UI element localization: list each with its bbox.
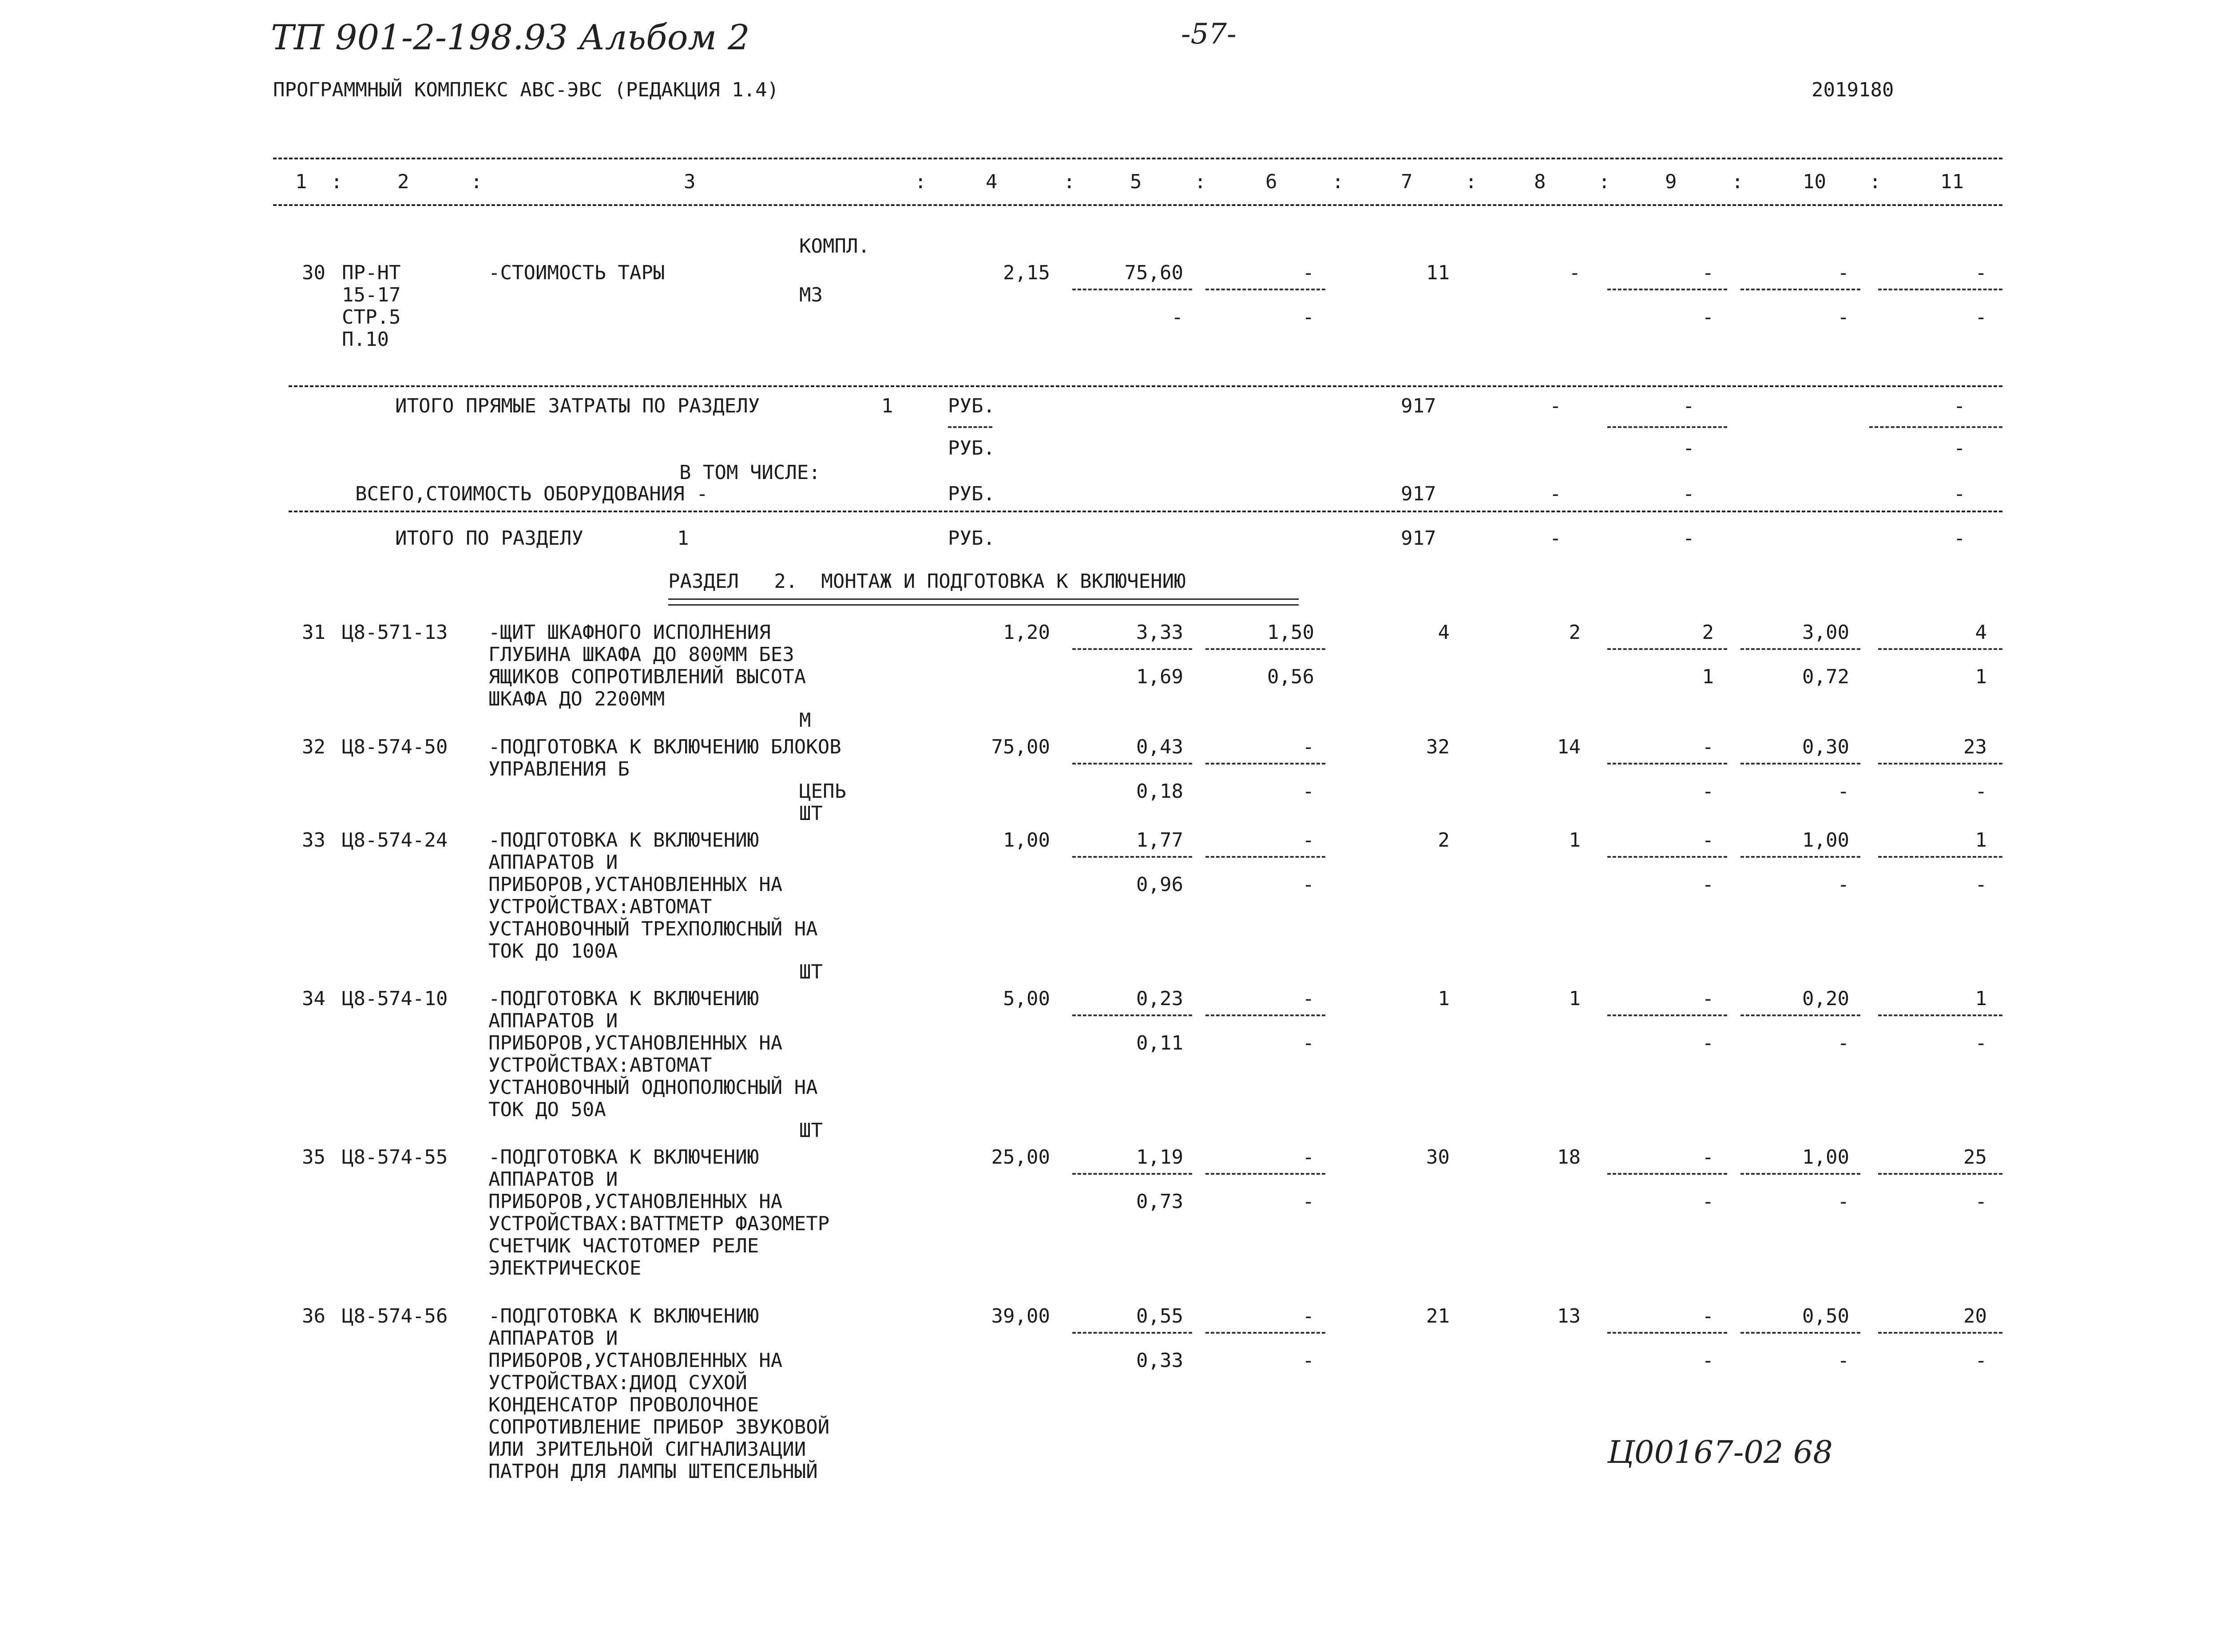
row-number: 32	[302, 736, 325, 758]
norm-code: ПР-НТ	[342, 261, 401, 284]
cell-underline	[1072, 289, 1192, 290]
cell-underline	[1607, 1014, 1727, 1016]
cell-underline	[1072, 763, 1192, 765]
unit-wage-part: -	[1302, 306, 1314, 329]
column-number: 4	[986, 170, 998, 193]
quantity: 2,15	[1003, 261, 1050, 284]
row-number: 33	[302, 829, 325, 852]
col11-sub: -	[1975, 306, 1987, 329]
cell-underline	[1878, 1014, 2002, 1016]
cell-underline	[1205, 1173, 1325, 1175]
cell-underline	[1740, 763, 1860, 765]
unit-wage-part: -	[1302, 1190, 1314, 1213]
col9-value: -	[1702, 1146, 1714, 1169]
work-description: АППАРАТОВ И	[488, 1010, 618, 1032]
col9-sub: -	[1702, 873, 1714, 896]
column-separator: :	[1194, 170, 1206, 193]
col10-sub: 0,72	[1802, 666, 1849, 688]
work-description: ПРИБОРОВ,УСТАНОВЛЕННЫХ НА	[488, 873, 783, 896]
total-cost: 11	[1426, 261, 1450, 284]
work-description: -ПОДГОТОВКА К ВКЛЮЧЕНИЮ	[488, 1305, 759, 1327]
equipment-col9: -	[1683, 483, 1695, 505]
column-number: 2	[397, 170, 409, 193]
col10-sub: -	[1837, 1032, 1849, 1054]
norm-code: Ц8-574-10	[342, 987, 448, 1010]
quantity: 1,20	[1003, 621, 1050, 644]
unit-wage-part: -	[1302, 780, 1314, 803]
unit-label: ЦЕПЬ	[799, 780, 846, 803]
signature: Ц00167-02 68	[1607, 1434, 1833, 1470]
norm-code: Ц8-574-50	[342, 736, 448, 758]
col10-sub: -	[1837, 306, 1849, 329]
cell-underline	[1740, 289, 1860, 290]
col9-sub: -	[1702, 1032, 1714, 1054]
cell-underline	[1878, 1332, 2002, 1334]
header-rule-bottom	[273, 204, 2002, 206]
total-cost: 1	[1438, 987, 1450, 1010]
norm-code: Ц8-574-24	[342, 829, 448, 852]
work-description: ПРИБОРОВ,УСТАНОВЛЕННЫХ НА	[488, 1032, 783, 1054]
col10-value: 0,50	[1802, 1305, 1849, 1327]
direct-costs-col11: -	[1954, 395, 1966, 417]
col9-sub: -	[1702, 780, 1714, 803]
cell-underline	[1072, 1173, 1192, 1175]
col9-value: -	[1702, 987, 1714, 1010]
unit-wage: -	[1302, 736, 1314, 758]
total-wage: -	[1569, 261, 1581, 284]
unit-cost-wage-part: 0,96	[1136, 873, 1183, 896]
direct-costs-section-no: 1	[881, 395, 893, 417]
underline	[948, 426, 992, 428]
cell-underline	[1205, 648, 1325, 650]
work-description: АППАРАТОВ И	[488, 851, 618, 874]
col11-sub: -	[1975, 1349, 1987, 1372]
col11-sub: -	[1975, 780, 1987, 803]
quantity: 25,00	[991, 1146, 1050, 1169]
section-total-col7: 917	[1401, 527, 1436, 550]
col9-sub: -	[1702, 1349, 1714, 1372]
work-description: ПРИБОРОВ,УСТАНОВЛЕННЫХ НА	[488, 1349, 783, 1372]
work-description: ИЛИ ЗРИТЕЛЬНОЙ СИГНАЛИЗАЦИИ	[488, 1438, 806, 1461]
unit-wage-part: -	[1302, 873, 1314, 896]
column-number: 3	[684, 170, 696, 193]
norm-code: 15-17	[342, 284, 401, 306]
column-number: 7	[1401, 170, 1413, 193]
total-wage: 2	[1569, 621, 1581, 644]
unit-wage: -	[1302, 1146, 1314, 1169]
unit-cost: 1,19	[1136, 1146, 1183, 1169]
cell-underline	[1607, 289, 1727, 290]
header-rule-top	[273, 158, 2002, 159]
col10-sub: -	[1837, 1349, 1849, 1372]
work-description: -ПОДГОТОВКА К ВКЛЮЧЕНИЮ	[488, 987, 759, 1010]
col10-value: 0,20	[1802, 987, 1849, 1010]
unit-cost: 0,23	[1136, 987, 1183, 1010]
unit-wage-part: -	[1302, 1349, 1314, 1372]
direct-costs-label: ИТОГО ПРЯМЫЕ ЗАТРАТЫ ПО РАЗДЕЛУ	[395, 395, 760, 417]
work-description: АППАРАТОВ И	[488, 1168, 618, 1191]
cell-underline	[1205, 1014, 1325, 1016]
col10-value: 0,30	[1802, 736, 1849, 758]
unit-cost: 1,77	[1136, 829, 1183, 852]
col11-value: 1	[1975, 829, 1987, 852]
quantity: 39,00	[991, 1305, 1050, 1327]
col11-value: 20	[1963, 1305, 1987, 1327]
cell-underline	[1607, 763, 1727, 765]
total-cost: 2	[1438, 829, 1450, 852]
unit-cost: 0,55	[1136, 1305, 1183, 1327]
equipment-col8: -	[1550, 483, 1562, 505]
total-wage: 1	[1569, 987, 1581, 1010]
row-number: 31	[302, 621, 325, 644]
unit-cost-wage-part: 0,11	[1136, 1032, 1183, 1054]
col9-value: -	[1702, 829, 1714, 852]
work-description: -СТОИМОСТЬ ТАРЫ	[488, 261, 665, 284]
column-number: 1	[295, 170, 307, 193]
unit-wage: 1,50	[1267, 621, 1314, 644]
work-description: СЧЕТЧИК ЧАСТОТОМЕР РЕЛЕ	[488, 1235, 759, 1257]
cell-underline	[1740, 1014, 1860, 1016]
totals-rule-mid	[289, 511, 2002, 512]
total-cost: 4	[1438, 621, 1450, 644]
work-description: УСТРОЙСТВАХ:ВАТТМЕТР ФАЗОМЕТР	[488, 1212, 830, 1235]
work-description: ТОК ДО 100А	[488, 940, 618, 963]
work-description: ТОК ДО 50А	[488, 1098, 606, 1121]
unit-wage-part: 0,56	[1267, 666, 1314, 688]
norm-code: СТР.5	[342, 306, 401, 329]
rub-label-2: РУБ.	[948, 437, 995, 460]
work-description: КОНДЕНСАТОР ПРОВОЛОЧНОЕ	[488, 1394, 759, 1416]
col11-value: 4	[1975, 621, 1987, 644]
section-total-no: 1	[677, 527, 689, 550]
col10-value: 1,00	[1802, 829, 1849, 852]
col11-sub: -	[1975, 1032, 1987, 1054]
unit-cost: 0,43	[1136, 736, 1183, 758]
total-wage: 13	[1557, 1305, 1581, 1327]
column-number: 11	[1940, 170, 1964, 193]
cell-underline	[1878, 289, 2002, 290]
underline	[1607, 426, 1727, 428]
norm-code: П.10	[342, 328, 389, 351]
unit-cost: 3,33	[1136, 621, 1183, 644]
unit-label: М	[799, 709, 811, 732]
direct-costs-unit: РУБ.	[948, 395, 995, 417]
work-description: -ЩИТ ШКАФНОГО ИСПОЛНЕНИЯ	[488, 621, 771, 644]
column-number: 5	[1130, 170, 1142, 193]
total-wage: 18	[1557, 1146, 1581, 1169]
row-number: 35	[302, 1146, 325, 1169]
quantity: 5,00	[1003, 987, 1050, 1010]
cell-underline	[1740, 1332, 1860, 1334]
work-description: -ПОДГОТОВКА К ВКЛЮЧЕНИЮ	[488, 1146, 759, 1169]
unit-wage: -	[1302, 1305, 1314, 1327]
col11-value: 23	[1963, 736, 1987, 758]
document-code: 2019180	[1812, 79, 1894, 101]
quantity: 1,00	[1003, 829, 1050, 852]
work-description: -ПОДГОТОВКА К ВКЛЮЧЕНИЮ БЛОКОВ	[488, 736, 841, 758]
unit-label: ШТ	[799, 961, 823, 983]
totals-rule-top	[289, 385, 2002, 387]
col10-value: -	[1837, 261, 1849, 284]
work-description: ПРИБОРОВ,УСТАНОВЛЕННЫХ НА	[488, 1190, 783, 1213]
cell-underline	[1205, 1332, 1325, 1334]
unit-label: КОМПЛ.	[799, 235, 870, 258]
cell-underline	[1205, 289, 1325, 290]
column-separator: :	[1063, 170, 1075, 193]
equipment-col7: 917	[1401, 483, 1436, 505]
unit-cost-wage-part: 1,69	[1136, 666, 1183, 688]
total-wage: 14	[1557, 736, 1581, 758]
cell-underline	[1740, 1173, 1860, 1175]
column-separator: :	[915, 170, 927, 193]
row-number: 34	[302, 987, 325, 1010]
cell-underline	[1205, 856, 1325, 858]
work-description: ЯЩИКОВ СОПРОТИВЛЕНИЙ ВЫСОТА	[488, 666, 806, 688]
col10-sub: -	[1837, 780, 1849, 803]
column-number: 6	[1265, 170, 1277, 193]
column-separator: :	[1465, 170, 1477, 193]
col10-value: 3,00	[1802, 621, 1849, 644]
col9-value: 2	[1702, 621, 1714, 644]
direct-costs-col9: -	[1683, 395, 1695, 417]
work-description: ЭЛЕКТРИЧЕСКОЕ	[488, 1257, 642, 1280]
col9-value: -	[1702, 1305, 1714, 1327]
col11-value: 25	[1963, 1146, 1987, 1169]
total-cost: 32	[1426, 736, 1450, 758]
section-total-col9: -	[1683, 527, 1695, 550]
col11-sub: -	[1975, 873, 1987, 896]
total-cost: 21	[1426, 1305, 1450, 1327]
cell-underline	[1878, 1173, 2002, 1175]
unit-label: ШТ	[799, 802, 823, 825]
column-number: 10	[1803, 170, 1826, 193]
rub2-col9: -	[1683, 437, 1695, 460]
row-number: 36	[302, 1305, 325, 1327]
program-title: ПРОГРАММНЫЙ КОМПЛЕКС АВС-ЭВС (РЕДАКЦИЯ 1.4)	[273, 79, 779, 101]
col9-sub: -	[1702, 306, 1714, 329]
norm-code: Ц8-571-13	[342, 621, 448, 644]
col11-sub: -	[1975, 1190, 1987, 1213]
work-description: УПРАВЛЕНИЯ Б	[488, 758, 630, 780]
unit-wage: -	[1302, 987, 1314, 1010]
col9-sub: 1	[1702, 666, 1714, 688]
underline	[1869, 426, 2002, 428]
col9-value: -	[1702, 261, 1714, 284]
work-description: УСТРОЙСТВАХ:АВТОМАТ	[488, 895, 712, 918]
unit-cost-wage-part: 0,33	[1136, 1349, 1183, 1372]
cell-underline	[1072, 1332, 1192, 1334]
work-description: ГЛУБИНА ШКАФА ДО 800ММ БЕЗ	[488, 643, 794, 666]
unit-wage: -	[1302, 261, 1314, 284]
cell-underline	[1740, 648, 1860, 650]
norm-code: Ц8-574-55	[342, 1146, 448, 1169]
column-separator: :	[331, 170, 343, 193]
unit-wage: -	[1302, 829, 1314, 852]
col11-sub: 1	[1975, 666, 1987, 688]
column-separator: :	[1869, 170, 1881, 193]
album-stamp: ТП 901-2-198.93 Альбом 2	[271, 18, 750, 58]
norm-code: Ц8-574-56	[342, 1305, 448, 1327]
unit-wage-part: -	[1302, 1032, 1314, 1054]
col11-value: 1	[1975, 987, 1987, 1010]
row-number: 30	[302, 261, 325, 284]
unit-label: ШТ	[799, 1119, 823, 1142]
page-number: -57-	[1181, 18, 1237, 51]
work-description: УСТРОЙСТВАХ:АВТОМАТ	[488, 1054, 712, 1077]
col9-sub: -	[1702, 1190, 1714, 1213]
column-number: 8	[1534, 170, 1546, 193]
cell-underline	[1205, 763, 1325, 765]
column-separator: :	[471, 170, 483, 193]
direct-costs-col7: 917	[1401, 395, 1436, 417]
column-separator: :	[1732, 170, 1744, 193]
col9-value: -	[1702, 736, 1714, 758]
total-wage: 1	[1569, 829, 1581, 852]
col10-sub: -	[1837, 1190, 1849, 1213]
section-total-col11: -	[1954, 527, 1966, 550]
section-2-underline	[668, 598, 1299, 606]
unit-cost-wage-part: 0,73	[1136, 1190, 1183, 1213]
col10-sub: -	[1837, 873, 1849, 896]
including-label: В ТОМ ЧИСЛЕ:	[679, 461, 821, 484]
work-description: ПАТРОН ДЛЯ ЛАМПЫ ШТЕПСЕЛЬНЫЙ	[488, 1460, 818, 1483]
work-description: УСТАНОВОЧНЫЙ ТРЕХПОЛЮСНЫЙ НА	[488, 918, 818, 940]
direct-costs-col8: -	[1550, 395, 1562, 417]
total-cost: 30	[1426, 1146, 1450, 1169]
quantity: 75,00	[991, 736, 1050, 758]
unit-cost-wage-part: 0,18	[1136, 780, 1183, 803]
col11-value: -	[1975, 261, 1987, 284]
section-2-title: РАЗДЕЛ 2. МОНТАЖ И ПОДГОТОВКА К ВКЛЮЧЕНИЮ	[668, 570, 1186, 593]
cell-underline	[1607, 1173, 1727, 1175]
section-total-label: ИТОГО ПО РАЗДЕЛУ	[395, 527, 583, 550]
unit-label: М3	[799, 284, 823, 306]
section-total-col8: -	[1550, 527, 1562, 550]
cell-underline	[1607, 648, 1727, 650]
cell-underline	[1607, 856, 1727, 858]
rub2-col11: -	[1954, 437, 1966, 460]
cell-underline	[1740, 856, 1860, 858]
col10-value: 1,00	[1802, 1146, 1849, 1169]
equipment-unit: РУБ.	[948, 483, 995, 505]
work-description: АППАРАТОВ И	[488, 1327, 618, 1350]
column-separator: :	[1332, 170, 1344, 193]
work-description: -ПОДГОТОВКА К ВКЛЮЧЕНИЮ	[488, 829, 759, 852]
unit-cost-wage-part: -	[1171, 306, 1183, 329]
work-description: УСТАНОВОЧНЫЙ ОДНОПОЛЮСНЫЙ НА	[488, 1076, 818, 1099]
equipment-label: ВСЕГО,СТОИМОСТЬ ОБОРУДОВАНИЯ -	[355, 483, 708, 505]
work-description: УСТРОЙСТВАХ:ДИОД СУХОЙ	[488, 1371, 747, 1394]
cell-underline	[1878, 856, 2002, 858]
cell-underline	[1072, 856, 1192, 858]
cell-underline	[1072, 648, 1192, 650]
cell-underline	[1607, 1332, 1727, 1334]
unit-cost: 75,60	[1124, 261, 1183, 284]
cell-underline	[1878, 648, 2002, 650]
work-description: ШКАФА ДО 2200ММ	[488, 688, 665, 710]
work-description: СОПРОТИВЛЕНИЕ ПРИБОР ЗВУКОВОЙ	[488, 1416, 830, 1438]
section-total-unit: РУБ.	[948, 527, 995, 550]
column-number: 9	[1665, 170, 1677, 193]
equipment-col11: -	[1954, 483, 1966, 505]
column-separator: :	[1598, 170, 1610, 193]
cell-underline	[1072, 1014, 1192, 1016]
cell-underline	[1878, 763, 2002, 765]
